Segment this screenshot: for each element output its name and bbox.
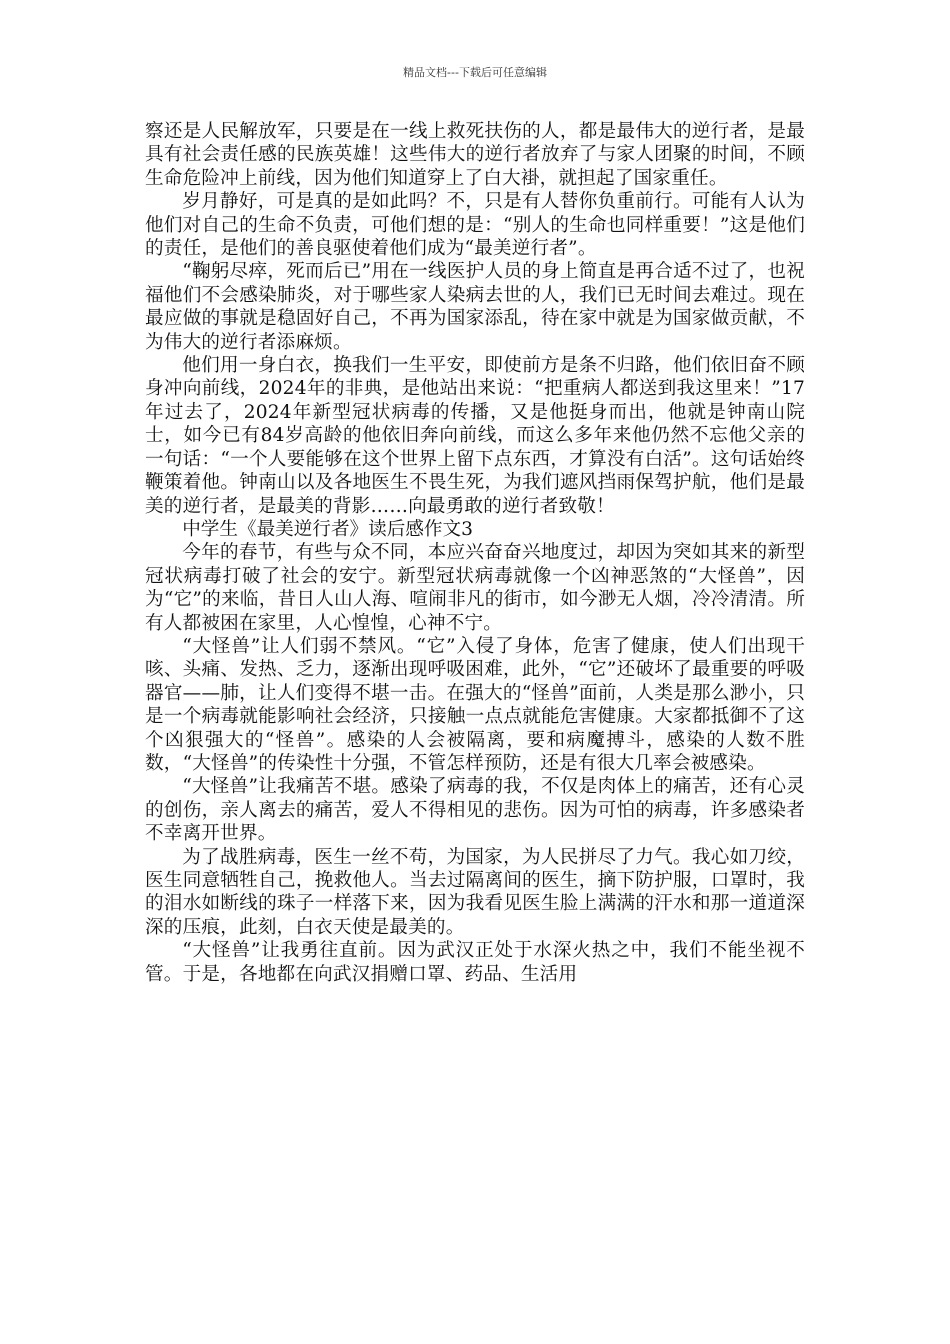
- document-body: [145, 120, 805, 986]
- page-header: 精品文档---下载后可任意编辑: [403, 66, 547, 79]
- paragraph-5: 今年的春节，有些与众不同，本应兴奋奋兴地度过，却因为突如其来的新型冠状病毒打破了社会的安宁。新型冠状病毒就像一个凶神恶煞的“大怪兽”，因为“它”的来临，昔日人山人海、喧闹非凡的街市，如今渺无人烟，冷冷清清。所有人都被困在家里，人心惶惶，心神不宁。: [145, 542, 805, 634]
- paragraph-8: 为了战胜病毒，医生一丝不苟，为国家，为人民拼尽了力气。我心如刀绞，医生同意牺牲自己，挽救他人。当去过隔离间的医生，摘下防护服，口罩时，我的泪水如断线的珠子一样落下来，因为我看见医生脸上满满的汗水和那一道道深深的压痕，此刻，白衣天使是最美的。: [145, 846, 805, 938]
- paragraph-7: “大怪兽”让我痛苦不堪。感染了病毒的我，不仅是肉体上的痛苦，还有心灵的创伤，亲人离去的痛苦，爱人不得相见的悲伤。因为可怕的病毒，许多感染者不幸离开世界。: [145, 776, 805, 845]
- paragraph-9: “大怪兽”让我勇往直前。因为武汉正处于水深火热之中，我们不能坐视不管。于是，各地都在向武汉捐赠口罩、药品、生活用: [145, 940, 805, 985]
- section-heading: 中学生《最美逆行者》读后感作文3: [182, 518, 473, 540]
- paragraph-2: 岁月静好，可是真的是如此吗？不，只是有人替你负重前行。可能有人认为他们对自己的生命不负责，可他们想的是：“别人的生命也同样重要！”这是他们的责任，是他们的善良驱使着他们成为“最美逆行者”。: [145, 191, 805, 260]
- paragraph-4: 他们用一身白衣，换我们一生平安，即使前方是条不归路，他们依旧奋不顾身冲向前线，2024年的非典，是他站出来说：“把重病人都送到我这里来！”17年过去了，2024年新型冠状病毒的传播，又是他挺身而出，他就是钟南山院士，如今已有84岁高龄的他依旧奔向前线，而这么多年来他仍然不忘他父亲的一句话：“一个人要能够在这个世界上留下点东西，才算没有白活”。这句话始终鞭策着他。钟南山以及各地医生不畏生死，为我们遮风挡雨保驾护航，他们是最美的逆行者，是最美的背影……向最勇敢的逆行者致敬！: [145, 355, 805, 517]
- paragraph-3: “鞠躬尽瘁，死而后已”用在一线医护人员的身上简直是再合适不过了，也祝福他们不会感染肺炎，对于哪些家人染病去世的人，我们已无时间去难过。现在最应做的事就是稳固好自己，不再为国家添乱，待在家中就是为国家做贡献，不为伟大的逆行者添麻烦。: [145, 261, 805, 353]
- paragraph-6: “大怪兽”让人们弱不禁风。“它”入侵了身体，危害了健康，使人们出现干咳、头痛、发热、乏力，逐渐出现呼吸困难，此外，“它”还破坏了最重要的呼吸器官——肺，让人们变得不堪一击。在强大的“怪兽”面前，人类是那么渺小，只是一个病毒就能影响社会经济，只接触一点点就能危害健康。大家都抵御不了这个凶狠强大的“怪兽”。感染的人会被隔离，要和病魔搏斗，感染的人数不胜数，“大怪兽”的传染性十分强，不管怎样预防，还是有很大几率会被感染。: [145, 635, 805, 774]
- paragraph-1: 察还是人民解放军，只要是在一线上救死扶伤的人，都是最伟大的逆行者，是最具有社会责任感的民族英雄！这些伟大的逆行者放弃了与家人团聚的时间，不顾生命危险冲上前线，因为他们知道穿上了白大褂，就担起了国家重任。: [145, 121, 805, 189]
